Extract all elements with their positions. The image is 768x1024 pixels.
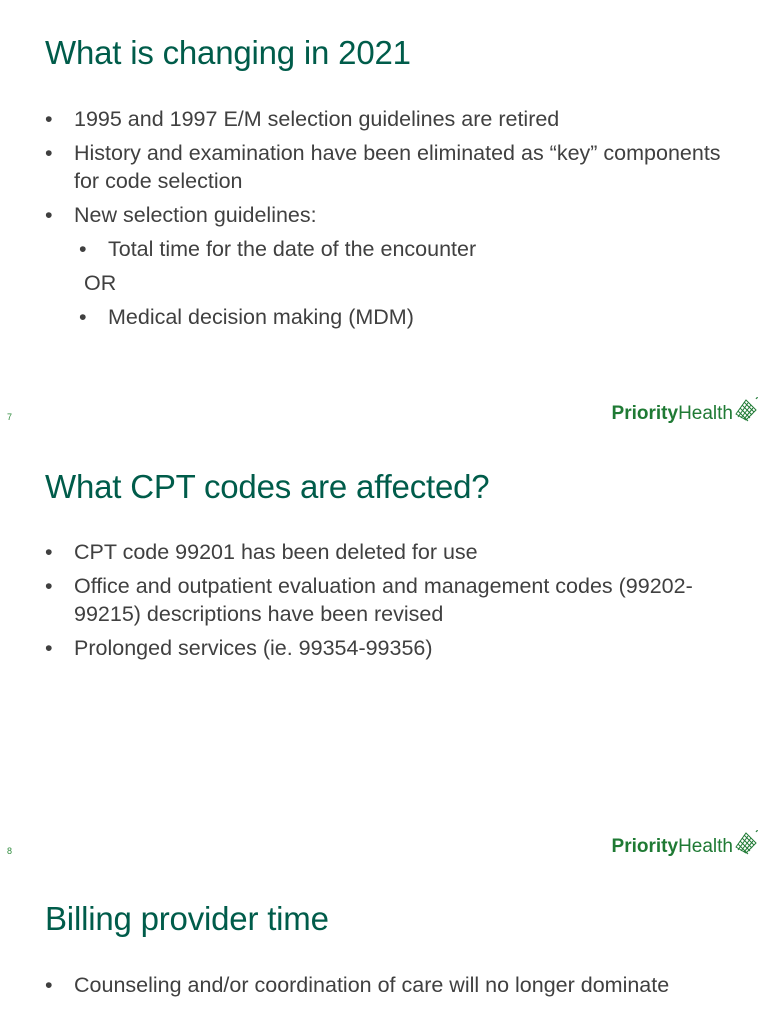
or-text: OR (84, 271, 117, 295)
logo-text-bold: Priority (611, 836, 679, 857)
page-number: 8 (7, 846, 13, 856)
slide-1-bullets (45, 105, 725, 337)
bullet-item: • Prolonged services (ie. 99354-99356) (45, 634, 725, 662)
priority-health-leaf-icon (734, 829, 758, 855)
sub-bullet-item: • Medical decision making (MDM) (74, 303, 725, 331)
slide-3-title: Billing provider time (45, 900, 329, 937)
priority-health-logo (612, 829, 758, 858)
slide-3-bullets (45, 971, 725, 1005)
sub-bullet-item: • Total time for the date of the encounter (74, 235, 725, 263)
bullet-item: • 1995 and 1997 E/M selection guidelines are retired (45, 105, 725, 133)
priority-health-logo (612, 396, 758, 425)
bullet-item: • CPT code 99201 has been deleted for use (45, 538, 725, 566)
logo-text-regular: Health (678, 836, 733, 857)
slide-1-title: What is changing in 2021 (45, 34, 411, 71)
logo-text-regular: Health (678, 403, 733, 424)
sub-bullets (74, 303, 725, 331)
priority-health-leaf-icon (734, 396, 758, 422)
bullet-item: • Office and outpatient evaluation and management codes (99202-99215) descriptions have been revised (45, 572, 725, 628)
slide-2-bullets (45, 538, 725, 668)
slide-2-title: What CPT codes are affected? (45, 468, 490, 505)
bullet-item: • History and examination have been eliminated as “key” components for code selection (45, 139, 725, 195)
bullet-text: New selection guidelines: (74, 203, 317, 227)
bullet-item: • Counseling and/or coordination of care will no longer dominate (45, 971, 725, 999)
sub-bullets (74, 235, 725, 263)
logo-text-bold: Priority (611, 403, 679, 424)
page-number: 7 (7, 412, 13, 422)
bullet-item (45, 201, 725, 331)
